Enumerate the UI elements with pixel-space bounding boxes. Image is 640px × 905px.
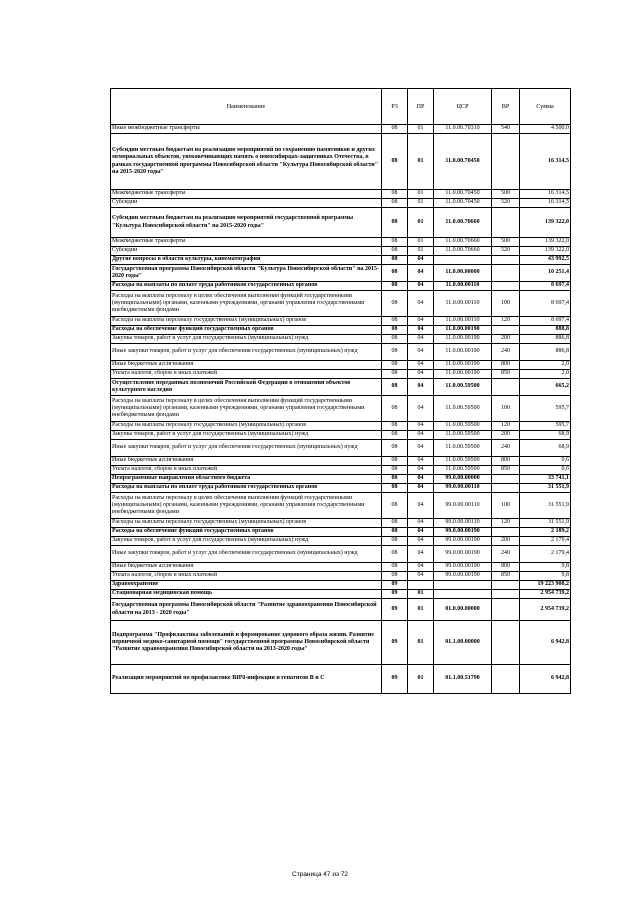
cell-name: Иные бюджетные ассигнования	[111, 563, 382, 572]
cell-vr: 520	[492, 199, 520, 208]
cell-name: Осуществление переданных полномочий Российской Федерации в отношении объектов культурного наследия	[111, 379, 382, 396]
table-row	[111, 208, 571, 238]
cell-pr: 01	[408, 590, 434, 599]
cell-rz: 09	[382, 590, 408, 599]
cell-sum: 6 942,8	[520, 665, 571, 694]
cell-pr: 04	[408, 546, 434, 563]
cell-name: Закупка товаров, работ и услуг для государственных (муниципальных) нужд	[111, 537, 382, 546]
cell-vr	[492, 581, 520, 590]
table-row	[111, 563, 571, 572]
cell-sum: 33 741,1	[520, 475, 571, 484]
cell-name: Субсидии	[111, 247, 382, 256]
cell-csr: 11.0.00.70660	[434, 247, 492, 256]
cell-csr: 11.0.00.70450	[434, 199, 492, 208]
cell-csr: 99.0.00.00190	[434, 528, 492, 537]
cell-vr: 500	[492, 190, 520, 199]
table-row	[111, 265, 571, 282]
cell-name: Субсидии местным бюджетам на реализацию мероприятий государственной программы "Культура Новосибирской области" на 2015-2020 годы"	[111, 208, 382, 238]
cell-sum: 6 942,8	[520, 621, 571, 665]
cell-vr: 120	[492, 519, 520, 528]
cell-rz: 08	[382, 190, 408, 199]
table-row	[111, 422, 571, 431]
cell-name: Субсидии	[111, 199, 382, 208]
cell-name: Иные закупки товаров, работ и услуг для обеспечения государственных (муниципальных) нужд	[111, 440, 382, 457]
cell-csr	[434, 256, 492, 265]
cell-rz: 08	[382, 344, 408, 361]
table-row	[111, 282, 571, 291]
cell-sum: 2 954 739,2	[520, 590, 571, 599]
cell-csr: 99.0.00.00190	[434, 546, 492, 563]
cell-sum: 43 992,5	[520, 256, 571, 265]
cell-sum: 2 179,4	[520, 546, 571, 563]
cell-sum: 9,8	[520, 563, 571, 572]
cell-csr: 11.0.00.59500	[434, 396, 492, 422]
table-row	[111, 291, 571, 317]
cell-vr	[492, 265, 520, 282]
table-row	[111, 125, 571, 134]
cell-sum: 16 314,5	[520, 134, 571, 190]
cell-vr	[492, 484, 520, 493]
cell-name: Межбюджетные трансферты	[111, 190, 382, 199]
cell-vr: 500	[492, 238, 520, 247]
cell-pr: 04	[408, 282, 434, 291]
cell-pr: 01	[408, 125, 434, 134]
cell-csr: 11.0.00.59500	[434, 440, 492, 457]
cell-sum: 595,7	[520, 422, 571, 431]
cell-csr: 11.0.00.00000	[434, 265, 492, 282]
cell-csr	[434, 581, 492, 590]
cell-pr: 01	[408, 208, 434, 238]
cell-csr: 11.0.00.00110	[434, 282, 492, 291]
table-row	[111, 361, 571, 370]
cell-pr: 04	[408, 528, 434, 537]
cell-pr: 01	[408, 599, 434, 621]
cell-csr: 11.0.00.00190	[434, 335, 492, 344]
cell-vr: 240	[492, 440, 520, 457]
cell-vr: 800	[492, 457, 520, 466]
cell-sum: 31 551,9	[520, 519, 571, 528]
cell-sum: 0,6	[520, 466, 571, 475]
cell-vr: 120	[492, 317, 520, 326]
cell-csr: 11.0.00.70310	[434, 125, 492, 134]
cell-csr: 11.0.00.00110	[434, 291, 492, 317]
cell-rz: 08	[382, 208, 408, 238]
cell-pr: 01	[408, 665, 434, 694]
cell-sum: 2 954 739,2	[520, 599, 571, 621]
cell-vr	[492, 379, 520, 396]
cell-rz: 08	[382, 282, 408, 291]
table-row	[111, 379, 571, 396]
cell-csr: 11.0.00.00190	[434, 370, 492, 379]
cell-rz: 08	[382, 475, 408, 484]
cell-name: Межбюджетные трансферты	[111, 238, 382, 247]
cell-csr: 11.0.00.70660	[434, 208, 492, 238]
cell-rz: 09	[382, 621, 408, 665]
cell-pr: 01	[408, 238, 434, 247]
table-row	[111, 475, 571, 484]
cell-name: Непрограммные направления областного бюджета	[111, 475, 382, 484]
cell-pr: 04	[408, 317, 434, 326]
cell-pr: 01	[408, 621, 434, 665]
cell-vr	[492, 326, 520, 335]
table-row	[111, 484, 571, 493]
cell-pr: 04	[408, 422, 434, 431]
cell-csr: 99.0.00.00110	[434, 519, 492, 528]
cell-vr: 100	[492, 396, 520, 422]
column-header-rz: РЗ	[382, 89, 408, 125]
cell-sum: 886,8	[520, 335, 571, 344]
cell-rz: 08	[382, 326, 408, 335]
table-row	[111, 457, 571, 466]
cell-vr	[492, 256, 520, 265]
cell-sum: 8 697,4	[520, 291, 571, 317]
table-row	[111, 431, 571, 440]
cell-csr: 99.0.00.00000	[434, 475, 492, 484]
table-row	[111, 519, 571, 528]
cell-vr: 240	[492, 546, 520, 563]
cell-rz: 08	[382, 335, 408, 344]
cell-vr: 200	[492, 335, 520, 344]
cell-name: Закупка товаров, работ и услуг для государственных (муниципальных) нужд	[111, 335, 382, 344]
column-header-vr: ВР	[492, 89, 520, 125]
cell-sum: 0,6	[520, 457, 571, 466]
cell-sum: 665,2	[520, 379, 571, 396]
cell-rz: 08	[382, 134, 408, 190]
cell-rz: 08	[382, 247, 408, 256]
table-row	[111, 528, 571, 537]
cell-sum: 139 322,0	[520, 247, 571, 256]
table-row	[111, 581, 571, 590]
table-row	[111, 344, 571, 361]
cell-sum: 886,8	[520, 344, 571, 361]
cell-rz: 08	[382, 457, 408, 466]
cell-rz: 08	[382, 361, 408, 370]
column-header-pr: ПР	[408, 89, 434, 125]
cell-sum: 139 322,0	[520, 238, 571, 247]
table-row	[111, 440, 571, 457]
cell-pr: 01	[408, 199, 434, 208]
cell-csr: 01.0.00.00000	[434, 599, 492, 621]
cell-vr: 120	[492, 422, 520, 431]
cell-rz: 08	[382, 379, 408, 396]
table-row	[111, 335, 571, 344]
cell-name: Расходы на выплаты персоналу в целях обеспечения выполнения функций государственными (муниципальными) органами, казенными учреждениями, органами управления государственными внебюджетными фондами	[111, 291, 382, 317]
cell-rz: 08	[382, 256, 408, 265]
cell-name: Субсидии местным бюджетам на реализацию мероприятий по сохранению памятников и других мемориальных объектов, увековечивающих память о новосибирцах-защитниках Отечества, в рамках государственной программы Новосибирской области "Культура Новосибирской области" на 2015-2020 годы"	[111, 134, 382, 190]
cell-name: Закупка товаров, работ и услуг для государственных (муниципальных) нужд	[111, 431, 382, 440]
cell-rz: 08	[382, 484, 408, 493]
cell-vr: 800	[492, 361, 520, 370]
column-header-csr: ЦСР	[434, 89, 492, 125]
table-row	[111, 238, 571, 247]
table-row	[111, 370, 571, 379]
cell-pr: 04	[408, 379, 434, 396]
cell-rz: 08	[382, 238, 408, 247]
cell-sum: 139 322,0	[520, 208, 571, 238]
cell-pr: 04	[408, 493, 434, 519]
cell-sum: 888,8	[520, 326, 571, 335]
cell-vr	[492, 621, 520, 665]
cell-vr: 240	[492, 344, 520, 361]
cell-pr: 04	[408, 537, 434, 546]
cell-name: Подпрограмма "Профилактика заболеваний и формирование здорового образа жизни. Развитие первичной медико-санитарной помощи" государственной программы Новосибирской области "Развитие здравоохранения Новосибирской области на 2013-2020 годы"	[111, 621, 382, 665]
cell-csr: 01.1.00.51790	[434, 665, 492, 694]
table-row	[111, 199, 571, 208]
cell-sum: 31 551,9	[520, 484, 571, 493]
cell-pr: 04	[408, 265, 434, 282]
cell-csr: 11.0.00.70660	[434, 238, 492, 247]
cell-pr: 04	[408, 475, 434, 484]
cell-name: Иные закупки товаров, работ и услуг для обеспечения государственных (муниципальных) нужд	[111, 546, 382, 563]
cell-rz: 08	[382, 546, 408, 563]
cell-sum: 68,9	[520, 440, 571, 457]
cell-vr	[492, 528, 520, 537]
cell-rz: 09	[382, 599, 408, 621]
cell-name: Стационарная медицинская помощь	[111, 590, 382, 599]
table-row	[111, 537, 571, 546]
cell-csr: 11.0.00.00190	[434, 344, 492, 361]
cell-csr: 99.0.00.00190	[434, 563, 492, 572]
table-header-row	[111, 89, 571, 125]
cell-csr: 11.0.00.00190	[434, 361, 492, 370]
table-row	[111, 190, 571, 199]
cell-sum: 9,8	[520, 572, 571, 581]
table-row	[111, 134, 571, 190]
cell-vr: 520	[492, 247, 520, 256]
cell-pr: 04	[408, 326, 434, 335]
cell-sum: 2 179,4	[520, 537, 571, 546]
cell-pr: 04	[408, 431, 434, 440]
cell-rz: 08	[382, 431, 408, 440]
cell-vr	[492, 282, 520, 291]
cell-pr: 04	[408, 361, 434, 370]
cell-csr: 99.0.00.00110	[434, 493, 492, 519]
cell-rz: 08	[382, 370, 408, 379]
cell-csr: 11.0.00.00190	[434, 326, 492, 335]
cell-sum: 16 314,5	[520, 199, 571, 208]
column-header-sum: Сумма	[520, 89, 571, 125]
cell-name: Здравоохранение	[111, 581, 382, 590]
cell-vr: 100	[492, 493, 520, 519]
cell-sum: 16 314,5	[520, 190, 571, 199]
cell-name: Реализация мероприятий по профилактике ВИЧ-инфекции и гепатитов В и С	[111, 665, 382, 694]
table-row	[111, 326, 571, 335]
cell-name: Расходы на выплаты персоналу в целях обеспечения выполнения функций государственными (муниципальными) органами, казенными учреждениями, органами управления государственными внебюджетными фондами	[111, 396, 382, 422]
cell-vr: 850	[492, 572, 520, 581]
cell-sum: 2 189,2	[520, 528, 571, 537]
table-row	[111, 256, 571, 265]
cell-rz: 08	[382, 493, 408, 519]
cell-csr	[434, 590, 492, 599]
cell-name: Другие вопросы в области культуры, кинематографии	[111, 256, 382, 265]
cell-csr: 01.1.00.00000	[434, 621, 492, 665]
cell-rz: 08	[382, 572, 408, 581]
table-row	[111, 572, 571, 581]
cell-pr: 04	[408, 466, 434, 475]
cell-name: Уплата налогов, сборов и иных платежей	[111, 466, 382, 475]
table-row	[111, 599, 571, 621]
cell-pr: 04	[408, 484, 434, 493]
cell-csr: 99.0.00.00110	[434, 484, 492, 493]
table-row	[111, 247, 571, 256]
table-row	[111, 665, 571, 694]
cell-rz: 08	[382, 265, 408, 282]
cell-pr: 04	[408, 370, 434, 379]
cell-rz: 08	[382, 528, 408, 537]
cell-pr: 01	[408, 247, 434, 256]
cell-vr: 850	[492, 370, 520, 379]
cell-rz: 08	[382, 396, 408, 422]
table-row	[111, 621, 571, 665]
cell-pr: 04	[408, 396, 434, 422]
cell-csr: 11.0.00.59500	[434, 457, 492, 466]
cell-sum: 68,9	[520, 431, 571, 440]
cell-pr: 04	[408, 563, 434, 572]
table-row	[111, 396, 571, 422]
table-body	[111, 125, 571, 694]
cell-pr: 04	[408, 335, 434, 344]
cell-rz: 08	[382, 125, 408, 134]
cell-vr	[492, 665, 520, 694]
cell-sum: 4 500,0	[520, 125, 571, 134]
cell-name: Расходы на обеспечение функций государственных органов	[111, 528, 382, 537]
cell-csr: 99.0.00.00190	[434, 537, 492, 546]
cell-name: Расходы на обеспечение функций государственных органов	[111, 326, 382, 335]
cell-name: Уплата налогов, сборов и иных платежей	[111, 370, 382, 379]
cell-vr: 100	[492, 291, 520, 317]
cell-pr: 04	[408, 344, 434, 361]
cell-pr: 04	[408, 440, 434, 457]
cell-rz: 08	[382, 440, 408, 457]
cell-csr: 99.0.00.00190	[434, 572, 492, 581]
cell-csr: 11.0.00.59500	[434, 466, 492, 475]
cell-csr: 11.0.00.59500	[434, 422, 492, 431]
cell-pr: 04	[408, 457, 434, 466]
cell-rz: 08	[382, 537, 408, 546]
cell-vr	[492, 134, 520, 190]
cell-vr: 800	[492, 563, 520, 572]
cell-pr: 01	[408, 134, 434, 190]
cell-vr	[492, 208, 520, 238]
page-number: Страница 47 из 72	[292, 871, 348, 878]
cell-rz: 08	[382, 519, 408, 528]
cell-name: Иные бюджетные ассигнования	[111, 361, 382, 370]
cell-name: Расходы на выплаты персоналу государственных (муниципальных) органов	[111, 519, 382, 528]
cell-pr: 01	[408, 190, 434, 199]
cell-csr: 11.0.00.70450	[434, 134, 492, 190]
cell-name: Иные закупки товаров, работ и услуг для обеспечения государственных (муниципальных) нужд	[111, 344, 382, 361]
cell-pr	[408, 581, 434, 590]
cell-sum: 8 697,4	[520, 317, 571, 326]
cell-vr	[492, 590, 520, 599]
cell-rz: 08	[382, 317, 408, 326]
cell-rz: 08	[382, 422, 408, 431]
cell-name: Государственная программа Новосибирской области "Культура Новосибирской области" на 2015-2020 годы"	[111, 265, 382, 282]
cell-vr	[492, 599, 520, 621]
cell-name: Расходы на выплаты персоналу в целях обеспечения выполнения функций государственными (муниципальными) органами, казенными учреждениями, органами управления государственными внебюджетными фондами	[111, 493, 382, 519]
cell-csr: 11.0.00.00110	[434, 317, 492, 326]
cell-csr: 11.0.00.70450	[434, 190, 492, 199]
cell-sum: 2,0	[520, 361, 571, 370]
cell-name: Расходы на выплаты по оплате труда работников государственных органов	[111, 282, 382, 291]
table-row	[111, 317, 571, 326]
table-row	[111, 546, 571, 563]
cell-name: Расходы на выплаты персоналу государственных (муниципальных) органов	[111, 317, 382, 326]
cell-vr: 850	[492, 466, 520, 475]
cell-sum: 595,7	[520, 396, 571, 422]
cell-sum: 2,0	[520, 370, 571, 379]
cell-rz: 08	[382, 563, 408, 572]
table-row	[111, 493, 571, 519]
cell-sum: 8 697,4	[520, 282, 571, 291]
cell-sum: 10 251,4	[520, 265, 571, 282]
budget-table	[110, 88, 571, 694]
table-row	[111, 466, 571, 475]
cell-name: Иные межбюджетные трансферты	[111, 125, 382, 134]
cell-rz: 08	[382, 291, 408, 317]
cell-vr: 200	[492, 537, 520, 546]
cell-name: Уплата налогов, сборов и иных платежей	[111, 572, 382, 581]
cell-rz: 08	[382, 199, 408, 208]
cell-pr: 04	[408, 519, 434, 528]
column-header-name: Наименование	[111, 89, 382, 125]
cell-rz: 09	[382, 581, 408, 590]
cell-sum: 19 223 908,2	[520, 581, 571, 590]
cell-name: Иные бюджетные ассигнования	[111, 457, 382, 466]
cell-vr: 540	[492, 125, 520, 134]
table-row	[111, 590, 571, 599]
cell-pr: 04	[408, 256, 434, 265]
cell-csr: 11.0.00.59500	[434, 379, 492, 396]
cell-name: Государственная программа Новосибирской области "Развитие здравоохранения Новосибирской области на 2013 - 2020 годы"	[111, 599, 382, 621]
cell-name: Расходы на выплаты персоналу государственных (муниципальных) органов	[111, 422, 382, 431]
cell-pr: 04	[408, 572, 434, 581]
cell-rz: 09	[382, 665, 408, 694]
cell-vr: 200	[492, 431, 520, 440]
cell-vr	[492, 475, 520, 484]
cell-rz: 08	[382, 466, 408, 475]
cell-pr: 04	[408, 291, 434, 317]
cell-sum: 31 551,9	[520, 493, 571, 519]
cell-csr: 11.0.00.59500	[434, 431, 492, 440]
cell-name: Расходы на выплаты по оплате труда работников государственных органов	[111, 484, 382, 493]
